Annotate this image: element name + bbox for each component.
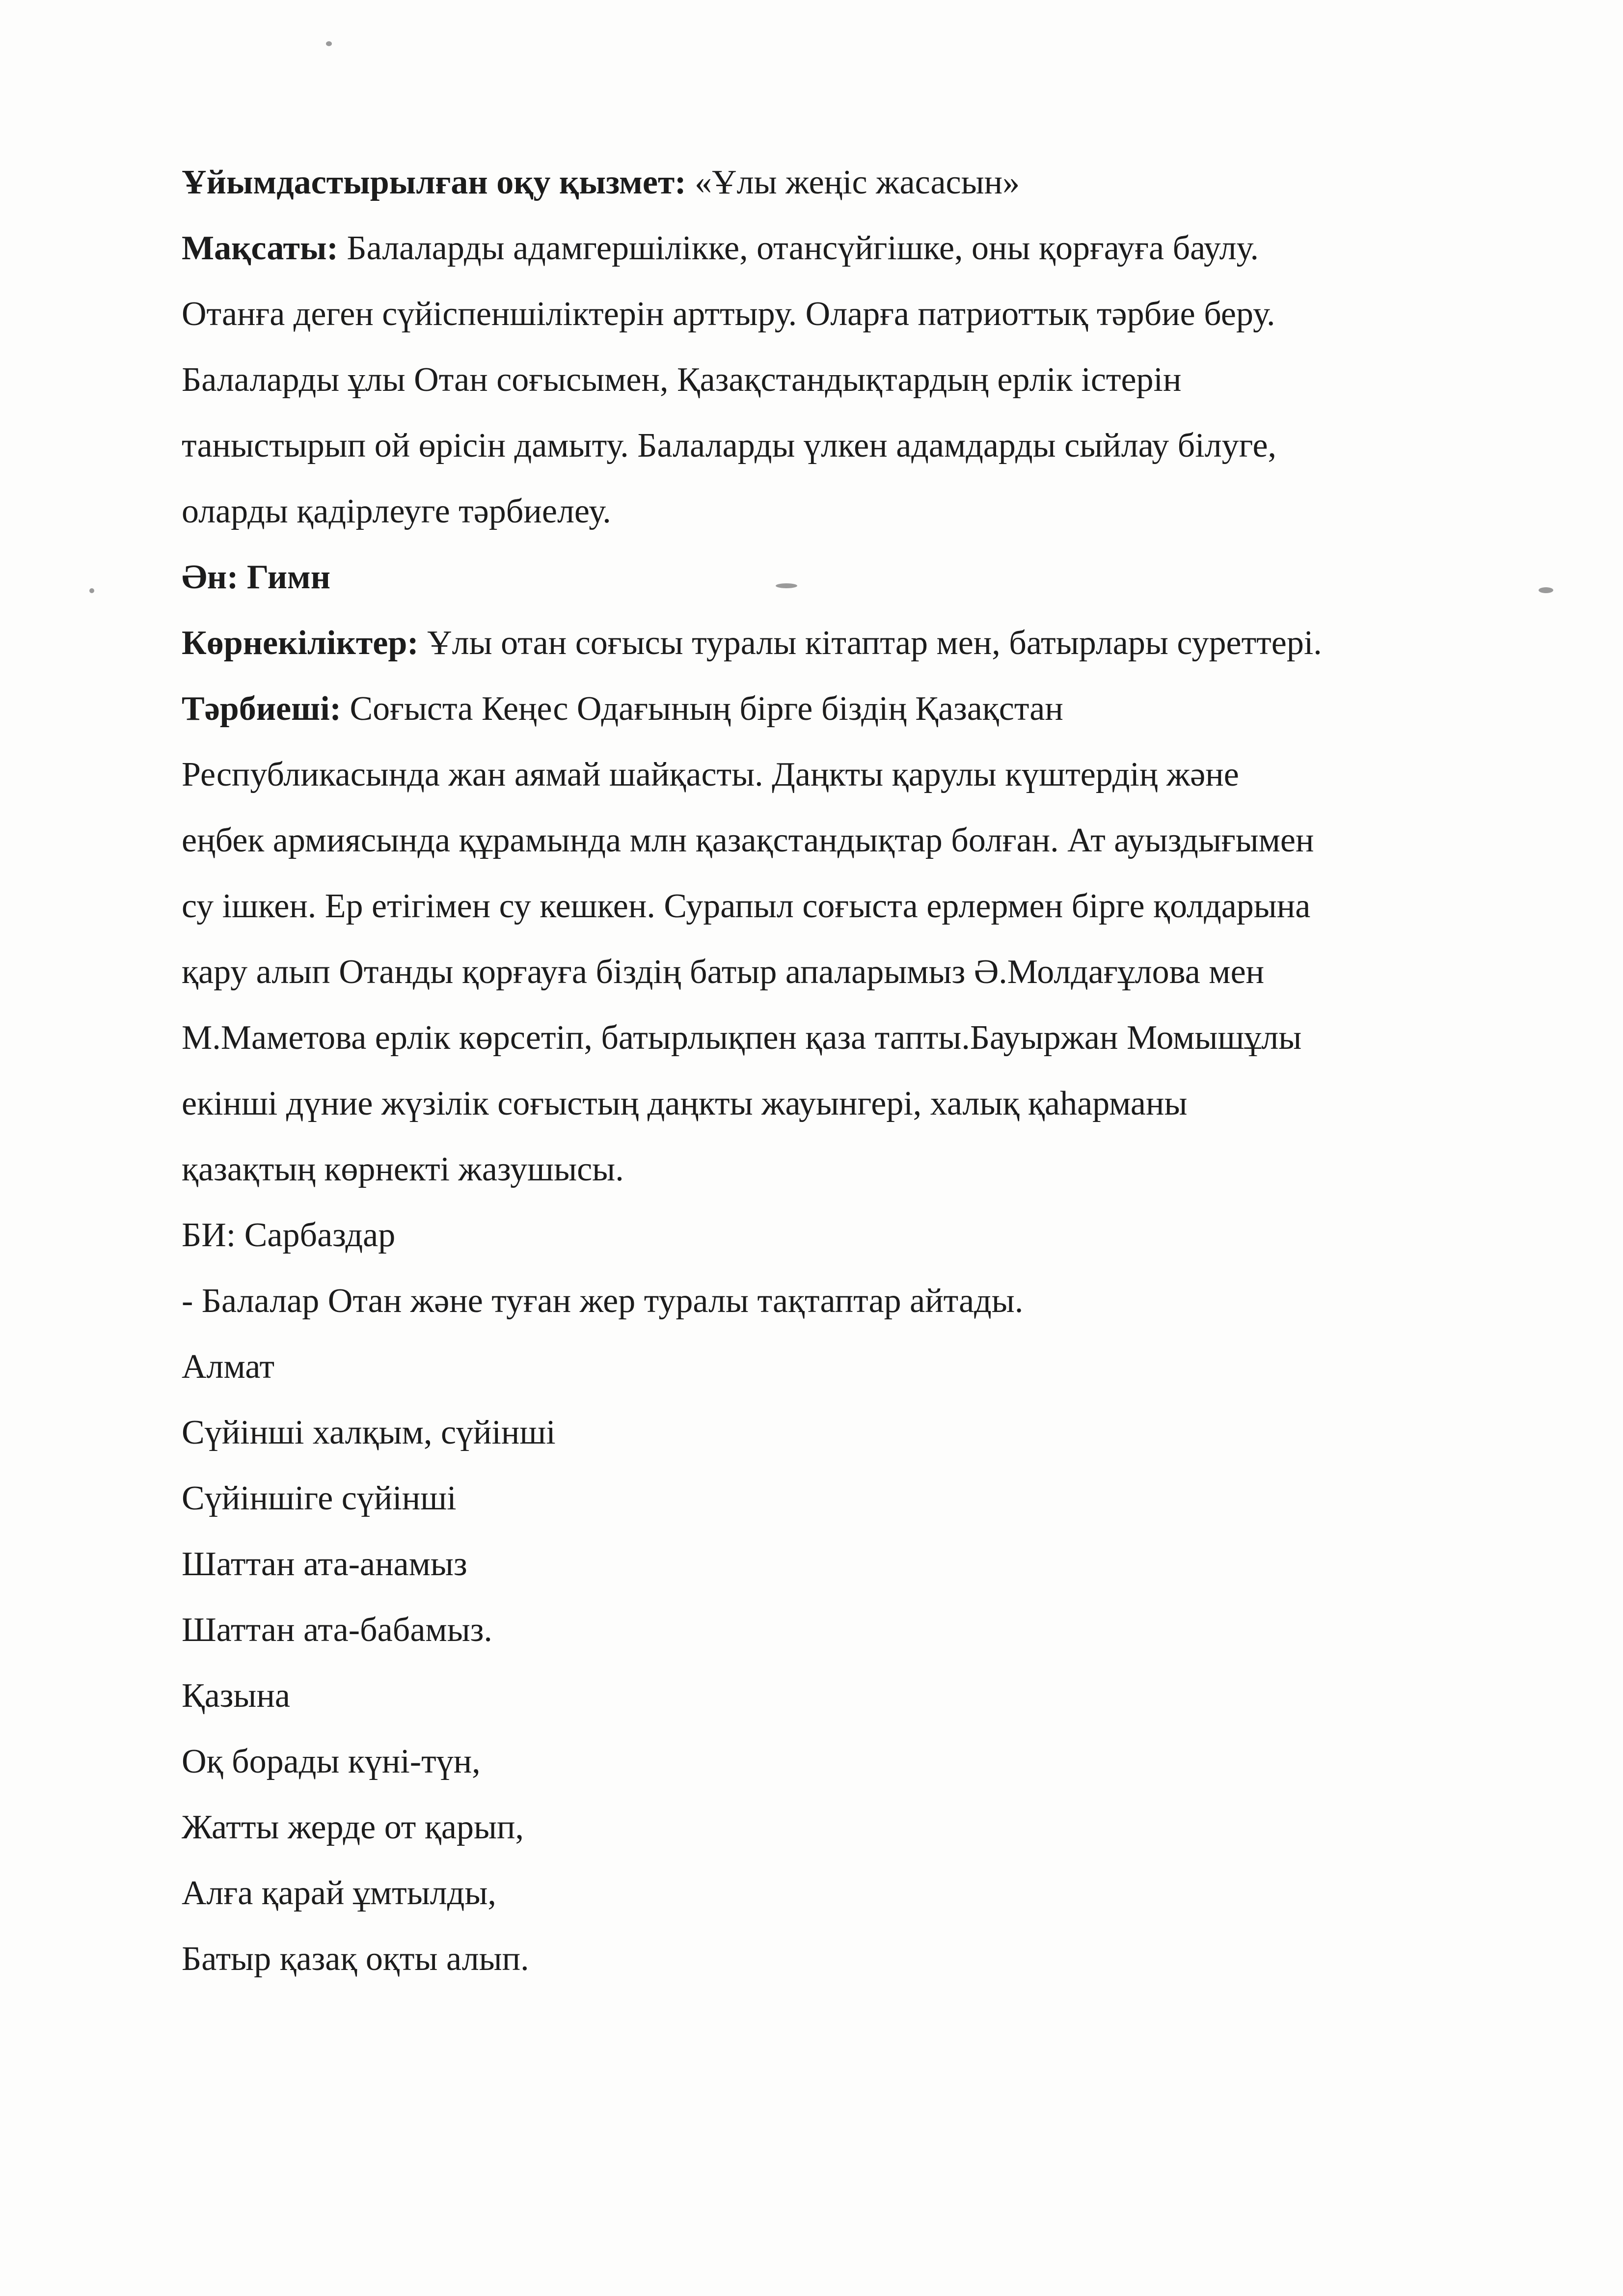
line-text: «Ұлы жеңіс жасасын» (686, 164, 1020, 201)
line-text: су ішкен. Ер етігімен су кешкен. Сурапыл соғыста ерлермен бірге қолдарына (182, 887, 1311, 925)
line-text: Алмат (182, 1348, 275, 1386)
scan-speck (89, 588, 94, 593)
line-label: Ұйымдастырылған оқу қызмет: (182, 164, 686, 201)
line-text: Қазына (182, 1677, 290, 1715)
document-line (182, 1005, 1468, 1071)
line-text: Отанға деген сүйіспеншіліктерін арттыру. Оларға патриоттық тәрбие беру. (182, 295, 1275, 333)
line-text: қару алып Отанды қорғауға біздің батыр апаларымыз Ə.Молдағұлова мен (182, 953, 1265, 991)
document-line (182, 1531, 1468, 1597)
document-body (182, 150, 1468, 1992)
document-line (182, 413, 1468, 479)
document-line (182, 545, 1468, 610)
document-line (182, 676, 1468, 742)
line-text: Балаларды адамгершілікке, отансүйгішке, оны қорғауға баулу. (338, 229, 1259, 267)
document-line (182, 1268, 1468, 1334)
document-line (182, 1137, 1468, 1203)
line-label: Көрнекіліктер: (182, 624, 419, 662)
document-line (182, 1663, 1468, 1729)
line-text: Алға қарай ұмтылды, (182, 1874, 496, 1912)
document-line (182, 150, 1468, 216)
line-text: Сүйіншіге сүйінші (182, 1479, 457, 1517)
document-line (182, 874, 1468, 939)
document-line (182, 281, 1468, 347)
document-line (182, 610, 1468, 676)
document-line (182, 742, 1468, 808)
line-text: Оқ борады күні-түн, (182, 1743, 481, 1780)
line-text: қазақтың көрнекті жазушысы. (182, 1150, 624, 1188)
line-text: Шаттан ата-анамыз (182, 1545, 467, 1583)
document-line (182, 479, 1468, 545)
document-line (182, 1926, 1468, 1992)
document-line (182, 1860, 1468, 1926)
line-label: Мақсаты: (182, 229, 338, 267)
line-text: М.Маметова ерлік көрсетіп, батырлықпен қаза тапты.Бауыржан Момышұлы (182, 1019, 1302, 1057)
line-text: екінші дүние жүзілік соғыстың даңкты жауынгері, халық қаһарманы (182, 1085, 1188, 1122)
line-text: - Балалар Отан және туған жер туралы тақтаптар айтады. (182, 1282, 1024, 1320)
line-text: Шаттан ата-бабамыз. (182, 1611, 492, 1649)
line-label: Тәрбиеші: (182, 690, 341, 728)
line-text: Сүйінші халқым, сүйінші (182, 1414, 556, 1451)
document-line (182, 1071, 1468, 1137)
line-text: Балаларды ұлы Отан соғысымен, Қазақстандықтардың ерлік істерін (182, 361, 1182, 399)
line-text: оларды қадірлеуге тәрбиелеу. (182, 492, 611, 530)
line-text: Жатты жерде от қарып, (182, 1808, 524, 1846)
document-line (182, 1466, 1468, 1531)
line-text: БИ: Сарбаздар (182, 1216, 396, 1254)
document-line (182, 216, 1468, 281)
scan-speck (326, 41, 332, 46)
document-line (182, 1400, 1468, 1466)
line-text: еңбек армиясында құрамында млн қазақстандықтар болған. Ат ауыздығымен (182, 821, 1314, 859)
document-line (182, 1203, 1468, 1268)
document-line (182, 808, 1468, 874)
document-line (182, 1597, 1468, 1663)
document-line (182, 1334, 1468, 1400)
line-text: Ұлы отан соғысы туралы кітаптар мен, батырлары суреттері. (418, 624, 1322, 662)
line-text: таныстырып ой өрісін дамыту. Балаларды үлкен адамдарды сыйлау білуге, (182, 427, 1277, 465)
line-text: Соғыста Кеңес Одағының бірге біздің Қазақстан (341, 690, 1063, 728)
scan-speck (1539, 587, 1553, 593)
document-line (182, 939, 1468, 1005)
line-label: Əн: Гимн (182, 558, 331, 596)
document-line (182, 1729, 1468, 1795)
document-line (182, 1795, 1468, 1860)
line-text: Батыр қазақ оқты алып. (182, 1940, 529, 1978)
line-text: Республикасында жан аямай шайқасты. Даңкты қарулы күштердің және (182, 756, 1239, 793)
document-line (182, 347, 1468, 413)
